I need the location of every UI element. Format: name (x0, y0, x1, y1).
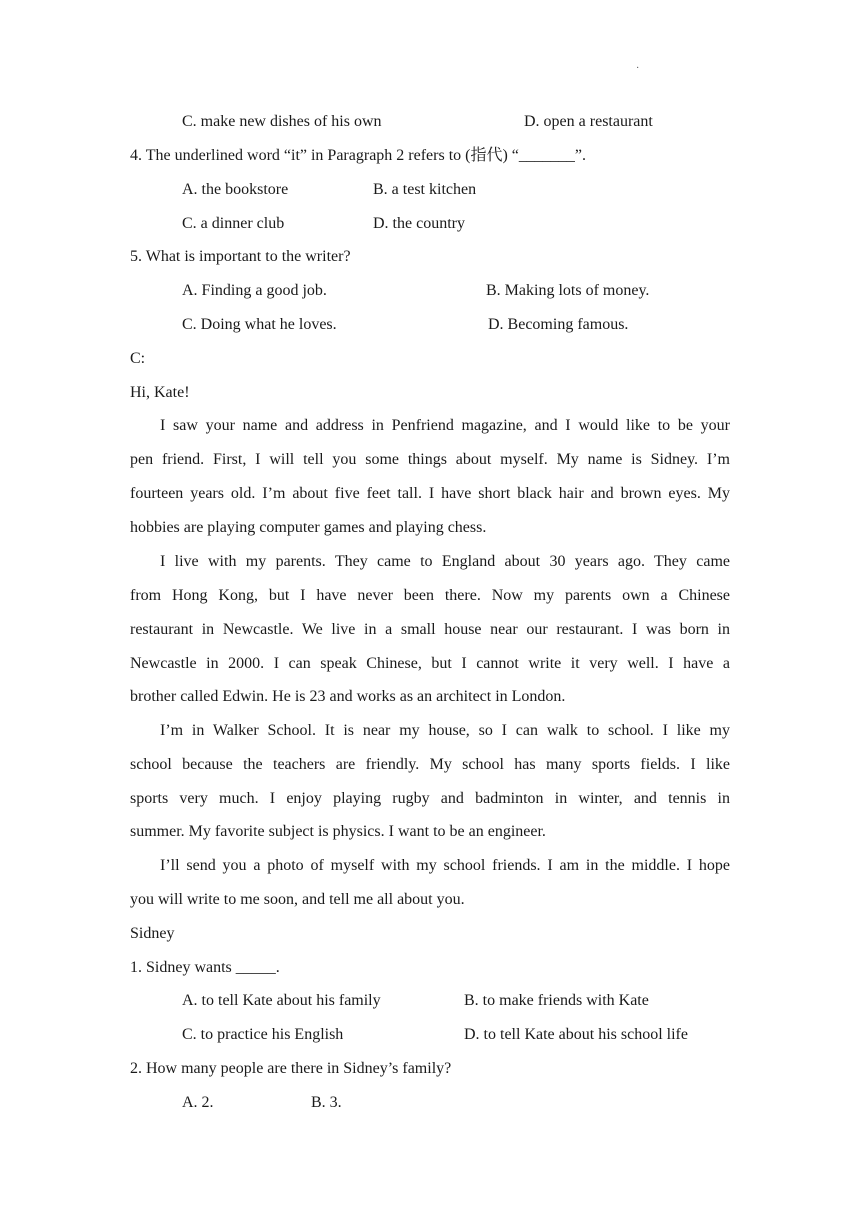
c-q2-stem: 2. How many people are there in Sidney’s family? (130, 1060, 452, 1077)
c-q1-option-d: D. to tell Kate about his school life (464, 1026, 688, 1043)
letter-p4-line: you will write to me soon, and tell me all about you. (130, 891, 465, 908)
letter-p2-line: restaurant in Newcastle. We live in a small house near our restaurant. I was born in (130, 621, 730, 638)
letter-p1-line: pen friend. First, I will tell you some things about myself. My name is Sidney. I’m (130, 451, 730, 468)
c-q2-option-b: B. 3. (311, 1094, 342, 1111)
letter-p3-line: sports very much. I enjoy playing rugby and badminton in winter, and tennis in (130, 790, 730, 807)
q4-option-d: D. the country (373, 215, 465, 232)
letter-p3-line: I’m in Walker School. It is near my house, so I can walk to school. I like my (160, 722, 730, 739)
q5-option-a: A. Finding a good job. (182, 282, 327, 299)
letter-signature: Sidney (130, 925, 175, 942)
letter-p2-line: I live with my parents. They came to England about 30 years ago. They came (160, 553, 730, 570)
letter-p2-line: Newcastle in 2000. I can speak Chinese, but I cannot write it very well. I have a (130, 655, 730, 672)
q4-option-b: B. a test kitchen (373, 181, 477, 198)
letter-p3-line: school because the teachers are friendly. My school has many sports fields. I like (130, 756, 730, 773)
c-q1-option-c: C. to practice his English (182, 1026, 344, 1043)
q5-option-b: B. Making lots of money. (486, 282, 650, 299)
q5-stem: 5. What is important to the writer? (130, 248, 351, 265)
q3-option-c: C. make new dishes of his own (182, 113, 382, 130)
q5-option-c: C. Doing what he loves. (182, 316, 337, 333)
letter-p4-line: I’ll send you a photo of myself with my school friends. I am in the middle. I hope (160, 857, 730, 874)
c-q1-option-b: B. to make friends with Kate (464, 992, 649, 1009)
section-c-label: C: (130, 350, 146, 367)
letter-p1-line: fourteen years old. I’m about five feet tall. I have short black hair and brown eyes. My (130, 485, 730, 502)
letter-p2-line: from Hong Kong, but I have never been there. Now my parents own a Chinese (130, 587, 730, 604)
q5-option-d: D. Becoming famous. (488, 316, 629, 333)
c-q2-option-a: A. 2. (182, 1094, 214, 1111)
letter-greeting: Hi, Kate! (130, 384, 190, 401)
q3-option-d: D. open a restaurant (524, 113, 653, 130)
header-mark: · (636, 63, 640, 74)
letter-p1-line: hobbies are playing computer games and playing chess. (130, 519, 487, 536)
q4-stem: 4. The underlined word “it” in Paragraph 2 refers to (指代) “_______”. (130, 147, 587, 164)
letter-p2-line: brother called Edwin. He is 23 and works as an architect in London. (130, 688, 566, 705)
q4-option-c: C. a dinner club (182, 215, 285, 232)
c-q1-stem: 1. Sidney wants _____. (130, 959, 280, 976)
c-q1-option-a: A. to tell Kate about his family (182, 992, 381, 1009)
letter-p3-line: summer. My favorite subject is physics. I want to be an engineer. (130, 823, 546, 840)
q4-option-a: A. the bookstore (182, 181, 289, 198)
letter-p1-line: I saw your name and address in Penfriend magazine, and I would like to be your (160, 417, 730, 434)
